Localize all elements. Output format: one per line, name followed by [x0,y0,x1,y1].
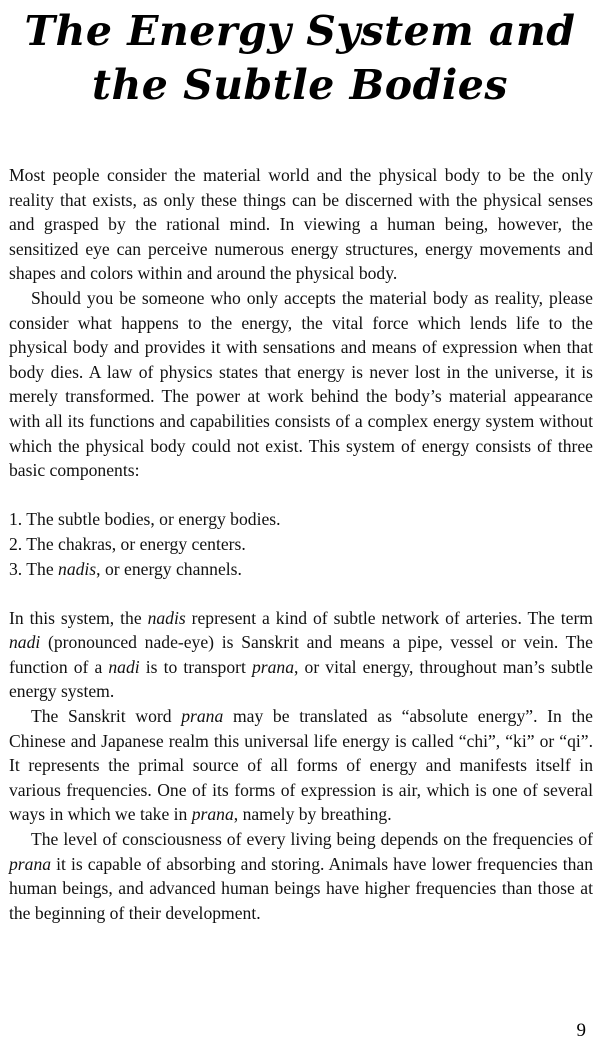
paragraph-3 [9,606,593,704]
page-number: 9 [576,1020,586,1041]
chapter-title-line-2: the Subtle Bodies [92,61,508,109]
text-run: (pronounced nade-eye) is Sanskrit and means a pipe, vessel or vein. The function of a [9,632,593,677]
italic-term: nadi [9,632,41,653]
list-item-3-suffix: , or energy channels. [96,558,242,579]
body-text [9,163,593,925]
italic-term: nadi [108,656,140,677]
chapter-title [0,4,600,112]
text-run: The Sanskrit word [31,706,182,727]
paragraph-5 [9,827,593,925]
italic-term: nadis [147,607,186,628]
italic-term: prana [9,853,52,874]
text-run: represent a kind of subtle network of arteries. The term [185,607,593,628]
text-run: In this system, the [9,607,148,628]
text-run: , or vital energy, throughout man’s subtle energy system. [9,656,593,702]
list-item-1: 1. The subtle bodies, or energy bodies. [9,509,281,530]
text-run: may be translated as “absolute energy”. In the Chinese and Japanese realm this universal life energy is called “chi”, “ki” or “qi”. It represents the primal source of all forms of energy and manifests itself in various frequencies. One of its forms of expression is air, which is one of several ways in which we take in [9,706,593,825]
text-run: it is capable of absorbing and storing. Animals have lower frequencies than human beings, and advanced human beings have higher frequencies than those at the beginning of their development. [9,853,593,923]
text-run: The level of consciousness of every living being depends on the frequencies of [31,829,593,850]
list-item-3-term: nadis [58,558,97,579]
paragraph-1: Most people consider the material world and the physical body to be the only reality that exists, as only these things can be discerned with the physical senses and grasped by the rational mind. In viewing a human being, however, the sensitized eye can perceive numerous energy structures, energy movements and shapes and colors within and around the physical body. [9,165,593,284]
list-item-3-prefix: 3. The [9,558,59,579]
spacer [9,581,593,606]
italic-term: prana [251,656,295,677]
list-item-3 [9,557,593,582]
text-run: , namely by breathing. [233,804,392,825]
text-run: is to transport [139,656,252,677]
chapter-title-line-1: The Energy System and [24,7,576,55]
list-item-2: 2. The chakras, or energy centers. [9,533,246,554]
italic-term: prana [181,706,224,727]
spacer [9,483,593,508]
paragraph-2: Should you be someone who only accepts the material body as reality, please consider what happens to the energy, the vital force which lends life to the physical body and provides it with sensations and means of expression when that body dies. A law of physics states that energy is never lost in the universe, it is merely transformed. The power at work behind the body’s material appearance with all its functions and capabilities consists of a complex energy system without which the physical body could not exist. This system of energy consists of three basic components: [9,287,593,481]
paragraph-4 [9,704,593,827]
italic-term: prana [191,804,234,825]
